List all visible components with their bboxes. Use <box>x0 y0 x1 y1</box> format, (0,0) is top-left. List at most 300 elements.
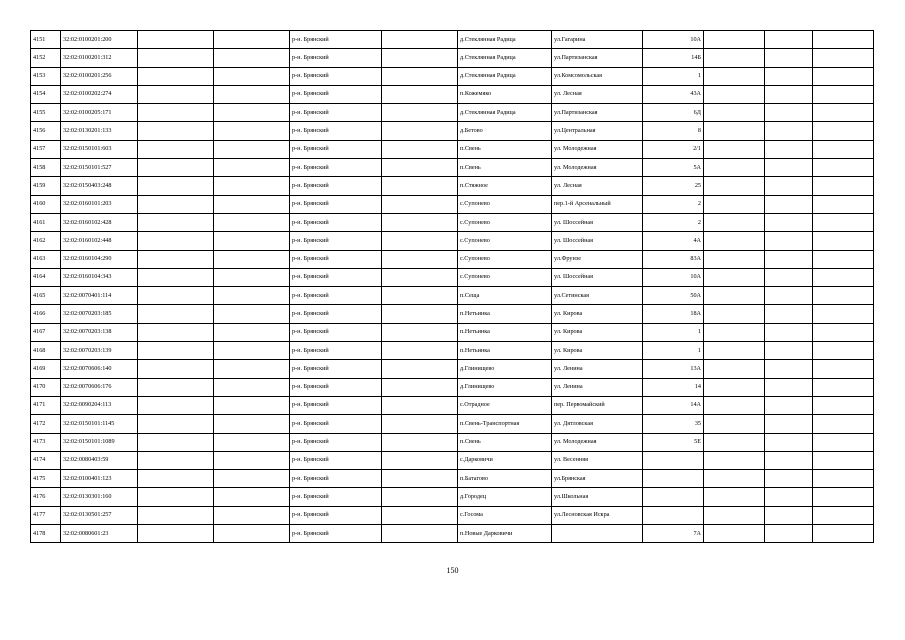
cell-district: р-н. Брянский <box>290 305 382 323</box>
cell-cadastral-number: 32:02:0160102:428 <box>61 213 138 231</box>
cell-cadastral-number: 32:02:0160104:290 <box>61 250 138 268</box>
cell-empty <box>214 323 290 341</box>
cell-settlement: с.Супонево <box>458 268 552 286</box>
cell-district: р-н. Брянский <box>290 506 382 524</box>
cell-empty <box>765 415 813 433</box>
cell-empty <box>214 195 290 213</box>
cell-empty <box>765 195 813 213</box>
cell-district: р-н. Брянский <box>290 232 382 250</box>
cell-number: 4178 <box>31 525 61 543</box>
cell-number: 4165 <box>31 287 61 305</box>
cell-house: 50А <box>643 287 704 305</box>
cell-empty <box>214 250 290 268</box>
cell-empty <box>765 213 813 231</box>
cell-cadastral-number: 32:02:0130301:160 <box>61 488 138 506</box>
cell-empty <box>138 506 214 524</box>
cell-empty <box>704 488 765 506</box>
cell-street: ул. Шоссейная <box>552 232 643 250</box>
table-row <box>31 360 874 378</box>
cell-empty <box>214 360 290 378</box>
cell-empty <box>138 305 214 323</box>
cell-empty <box>214 396 290 414</box>
cell-empty <box>138 177 214 195</box>
cell-empty <box>138 488 214 506</box>
cell-street: пер. Первомайский <box>552 396 643 414</box>
cell-number: 4151 <box>31 31 61 49</box>
cell-empty <box>138 85 214 103</box>
cell-house: 14Б <box>643 49 704 67</box>
cell-settlement: п.Свень <box>458 159 552 177</box>
cell-empty <box>813 342 874 360</box>
cell-district: р-н. Брянский <box>290 378 382 396</box>
cell-empty <box>138 342 214 360</box>
cell-number: 4164 <box>31 268 61 286</box>
cell-empty <box>765 67 813 85</box>
cell-district: р-н. Брянский <box>290 250 382 268</box>
cell-street: ул.Гагарина <box>552 31 643 49</box>
cell-empty <box>704 195 765 213</box>
cell-street: ул. Молодежная <box>552 159 643 177</box>
cell-empty <box>214 213 290 231</box>
cell-empty <box>382 85 458 103</box>
cell-house: 1 <box>643 342 704 360</box>
cell-empty <box>138 470 214 488</box>
cell-empty <box>813 85 874 103</box>
cell-empty <box>813 159 874 177</box>
cell-empty <box>138 250 214 268</box>
cell-empty <box>813 250 874 268</box>
cell-empty <box>704 342 765 360</box>
cell-empty <box>704 159 765 177</box>
cell-street: ул. Кирова <box>552 305 643 323</box>
cell-house: 25 <box>643 177 704 195</box>
table-row <box>31 415 874 433</box>
cell-empty <box>138 451 214 469</box>
cell-empty <box>704 451 765 469</box>
cell-cadastral-number: 32:02:0150101:1145 <box>61 415 138 433</box>
cell-district: р-н. Брянский <box>290 122 382 140</box>
cell-district: р-н. Брянский <box>290 67 382 85</box>
cell-house: 1 <box>643 323 704 341</box>
cell-settlement: п.Нетьинка <box>458 323 552 341</box>
cell-empty <box>765 305 813 323</box>
page-number: 150 <box>446 566 459 575</box>
cell-settlement: п.Свень <box>458 140 552 158</box>
cell-street: ул. Кирова <box>552 342 643 360</box>
cell-cadastral-number: 32:02:0100202:274 <box>61 85 138 103</box>
cell-empty <box>813 525 874 543</box>
cell-house: 14А <box>643 396 704 414</box>
cell-empty <box>138 323 214 341</box>
cell-number: 4156 <box>31 122 61 140</box>
cell-empty <box>382 488 458 506</box>
cell-empty <box>813 287 874 305</box>
cell-empty <box>765 122 813 140</box>
cell-empty <box>214 287 290 305</box>
cell-district: р-н. Брянский <box>290 525 382 543</box>
table-row <box>31 159 874 177</box>
cell-empty <box>382 67 458 85</box>
cell-empty <box>704 470 765 488</box>
cell-empty <box>813 195 874 213</box>
cell-empty <box>704 433 765 451</box>
cell-cadastral-number: 32:02:0100401:123 <box>61 470 138 488</box>
cell-empty <box>765 360 813 378</box>
cell-empty <box>813 177 874 195</box>
cell-empty <box>214 433 290 451</box>
cell-house: 8 <box>643 122 704 140</box>
cell-cadastral-number: 32:02:0130201:133 <box>61 122 138 140</box>
cell-number: 4152 <box>31 49 61 67</box>
cell-district: р-н. Брянский <box>290 433 382 451</box>
cell-empty <box>382 396 458 414</box>
cell-street: ул.Лесновская Искра <box>552 506 643 524</box>
cell-settlement: д.Стеклянная Радица <box>458 104 552 122</box>
cell-house: 10А <box>643 268 704 286</box>
cell-number: 4169 <box>31 360 61 378</box>
cell-empty <box>382 415 458 433</box>
cell-district: р-н. Брянский <box>290 85 382 103</box>
cell-empty <box>704 49 765 67</box>
cell-cadastral-number: 32:02:0070203:185 <box>61 305 138 323</box>
cell-cadastral-number: 32:02:0150403:248 <box>61 177 138 195</box>
cell-number: 4167 <box>31 323 61 341</box>
table-row <box>31 470 874 488</box>
cell-empty <box>138 415 214 433</box>
cell-house: 2 <box>643 195 704 213</box>
cell-settlement: д.Глинищево <box>458 378 552 396</box>
table-row <box>31 506 874 524</box>
cell-district: р-н. Брянский <box>290 470 382 488</box>
cell-empty <box>765 433 813 451</box>
cell-empty <box>765 85 813 103</box>
cell-district: р-н. Брянский <box>290 415 382 433</box>
cell-empty <box>813 268 874 286</box>
cell-house: 10А <box>643 31 704 49</box>
cell-number: 4170 <box>31 378 61 396</box>
cell-number: 4173 <box>31 433 61 451</box>
cell-district: р-н. Брянский <box>290 159 382 177</box>
cell-house: 13А <box>643 360 704 378</box>
cell-cadastral-number: 32:02:0070606:176 <box>61 378 138 396</box>
cell-empty <box>765 342 813 360</box>
cell-empty <box>382 250 458 268</box>
cell-empty <box>214 415 290 433</box>
cell-empty <box>813 122 874 140</box>
cell-settlement: п.Нетьинка <box>458 305 552 323</box>
cell-empty <box>214 122 290 140</box>
cell-empty <box>214 104 290 122</box>
cell-empty <box>382 122 458 140</box>
cell-cadastral-number: 32:02:0160101:203 <box>61 195 138 213</box>
cell-district: р-н. Брянский <box>290 323 382 341</box>
cell-empty <box>813 488 874 506</box>
cell-cadastral-number: 32:02:0150101:1089 <box>61 433 138 451</box>
cell-number: 4172 <box>31 415 61 433</box>
cell-settlement: с.Госома <box>458 506 552 524</box>
cell-district: р-н. Брянский <box>290 488 382 506</box>
cell-cadastral-number: 32:02:0150101:603 <box>61 140 138 158</box>
cell-settlement: с.Супонево <box>458 213 552 231</box>
cell-district: р-н. Брянский <box>290 268 382 286</box>
cell-empty <box>813 378 874 396</box>
cell-number: 4153 <box>31 67 61 85</box>
cell-cadastral-number: 32:02:0070401:114 <box>61 287 138 305</box>
cell-empty <box>214 232 290 250</box>
cell-empty <box>765 232 813 250</box>
cell-empty <box>214 451 290 469</box>
cell-empty <box>382 470 458 488</box>
cell-cadastral-number: 32:02:0100201:312 <box>61 49 138 67</box>
cell-street: ул.Комсомольская <box>552 67 643 85</box>
cell-empty <box>765 451 813 469</box>
cell-cadastral-number: 32:02:0130501:257 <box>61 506 138 524</box>
cell-street: ул. Молодежная <box>552 433 643 451</box>
cell-empty <box>382 159 458 177</box>
cell-number: 4174 <box>31 451 61 469</box>
cell-district: р-н. Брянский <box>290 31 382 49</box>
cell-empty <box>214 342 290 360</box>
cell-empty <box>382 140 458 158</box>
cell-street: ул.Школьная <box>552 488 643 506</box>
cell-empty <box>765 396 813 414</box>
table-row <box>31 378 874 396</box>
cell-empty <box>813 360 874 378</box>
cell-street: ул. Кирова <box>552 323 643 341</box>
cell-empty <box>138 287 214 305</box>
cell-number: 4177 <box>31 506 61 524</box>
cell-empty <box>813 140 874 158</box>
cell-empty <box>382 378 458 396</box>
cell-district: р-н. Брянский <box>290 49 382 67</box>
cell-settlement: с.Супонево <box>458 195 552 213</box>
cell-empty <box>214 31 290 49</box>
table-row <box>31 525 874 543</box>
cell-cadastral-number: 32:02:0090204:113 <box>61 396 138 414</box>
cell-empty <box>382 342 458 360</box>
cell-empty <box>813 415 874 433</box>
table-row <box>31 268 874 286</box>
cell-number: 4161 <box>31 213 61 231</box>
cell-empty <box>813 396 874 414</box>
cell-empty <box>382 305 458 323</box>
cell-empty <box>813 67 874 85</box>
cell-street: ул. Ленина <box>552 378 643 396</box>
cell-settlement: с.Отрадное <box>458 396 552 414</box>
cell-empty <box>138 67 214 85</box>
cell-empty <box>704 104 765 122</box>
cell-district: р-н. Брянский <box>290 396 382 414</box>
cell-empty <box>138 140 214 158</box>
cell-district: р-н. Брянский <box>290 140 382 158</box>
cell-empty <box>704 323 765 341</box>
cell-number: 4154 <box>31 85 61 103</box>
cell-house <box>643 506 704 524</box>
cell-house: 5А <box>643 159 704 177</box>
cell-street: ул.Центральная <box>552 122 643 140</box>
cell-street: ул. Ленина <box>552 360 643 378</box>
cell-empty <box>765 140 813 158</box>
cell-empty <box>382 232 458 250</box>
cell-settlement: п.Кожемяко <box>458 85 552 103</box>
cell-empty <box>813 31 874 49</box>
cell-cadastral-number: 32:02:0160104:343 <box>61 268 138 286</box>
cell-settlement: д.Городец <box>458 488 552 506</box>
cell-street: ул.Сетинская <box>552 287 643 305</box>
cell-settlement: п.Батагово <box>458 470 552 488</box>
table-row <box>31 195 874 213</box>
cell-empty <box>138 232 214 250</box>
cell-empty <box>382 323 458 341</box>
cell-number: 4168 <box>31 342 61 360</box>
cell-district: р-н. Брянский <box>290 360 382 378</box>
cell-district: р-н. Брянский <box>290 177 382 195</box>
cell-empty <box>765 470 813 488</box>
table-row <box>31 177 874 195</box>
cell-empty <box>765 104 813 122</box>
cell-empty <box>138 159 214 177</box>
cell-empty <box>765 378 813 396</box>
cell-empty <box>382 287 458 305</box>
table-row <box>31 122 874 140</box>
cell-empty <box>382 195 458 213</box>
cell-empty <box>214 159 290 177</box>
cell-settlement: п.Новые Дарковичи <box>458 525 552 543</box>
cell-empty <box>214 506 290 524</box>
cell-settlement: с.Супонево <box>458 232 552 250</box>
table-row <box>31 250 874 268</box>
cell-house: 5Е <box>643 433 704 451</box>
cell-settlement: д.Стеклянная Радица <box>458 31 552 49</box>
cell-street: ул.Фрунзе <box>552 250 643 268</box>
cell-number: 4163 <box>31 250 61 268</box>
cell-empty <box>813 433 874 451</box>
cell-empty <box>704 415 765 433</box>
cell-settlement: с.Супонево <box>458 250 552 268</box>
cell-empty <box>765 287 813 305</box>
cell-house <box>643 470 704 488</box>
cell-street: ул. Шоссейная <box>552 268 643 286</box>
cell-empty <box>765 31 813 49</box>
cell-empty <box>704 122 765 140</box>
cell-empty <box>813 305 874 323</box>
registry-body <box>31 31 874 543</box>
cell-empty <box>704 177 765 195</box>
cell-empty <box>382 525 458 543</box>
cell-cadastral-number: 32:02:0080403:59 <box>61 451 138 469</box>
cell-empty <box>765 268 813 286</box>
cell-house: 18А <box>643 305 704 323</box>
cell-house: 6Д <box>643 104 704 122</box>
cell-empty <box>813 49 874 67</box>
cell-empty <box>382 268 458 286</box>
cell-empty <box>138 396 214 414</box>
cell-empty <box>382 31 458 49</box>
cell-settlement: д.Бетово <box>458 122 552 140</box>
registry-table <box>30 30 874 543</box>
cell-empty <box>214 488 290 506</box>
cell-empty <box>214 140 290 158</box>
cell-empty <box>765 177 813 195</box>
cell-district: р-н. Брянский <box>290 195 382 213</box>
table-row <box>31 213 874 231</box>
cell-empty <box>704 506 765 524</box>
cell-empty <box>214 378 290 396</box>
cell-empty <box>382 213 458 231</box>
cell-empty <box>765 250 813 268</box>
cell-street: пер.1-й Арсенальный <box>552 195 643 213</box>
cell-empty <box>214 49 290 67</box>
cell-house: 35 <box>643 415 704 433</box>
cell-empty <box>704 250 765 268</box>
cell-empty <box>704 360 765 378</box>
cell-settlement: д.Глинищево <box>458 360 552 378</box>
cell-empty <box>214 470 290 488</box>
cell-settlement: п.Нетьинка <box>458 342 552 360</box>
cell-cadastral-number: 32:02:0070606:140 <box>61 360 138 378</box>
cell-empty <box>813 451 874 469</box>
cell-cadastral-number: 32:02:0160102:448 <box>61 232 138 250</box>
table-row <box>31 433 874 451</box>
cell-empty <box>765 49 813 67</box>
cell-empty <box>138 360 214 378</box>
table-row <box>31 232 874 250</box>
table-row <box>31 67 874 85</box>
table-row <box>31 31 874 49</box>
cell-street: ул. Лесная <box>552 85 643 103</box>
cell-empty <box>704 268 765 286</box>
cell-empty <box>765 323 813 341</box>
table-row <box>31 323 874 341</box>
cell-empty <box>813 323 874 341</box>
table-row <box>31 488 874 506</box>
cell-empty <box>813 470 874 488</box>
cell-empty <box>138 268 214 286</box>
cell-empty <box>138 49 214 67</box>
cell-street <box>552 525 643 543</box>
cell-empty <box>382 104 458 122</box>
cell-empty <box>813 232 874 250</box>
cell-number: 4155 <box>31 104 61 122</box>
cell-empty <box>382 451 458 469</box>
table-row <box>31 396 874 414</box>
cell-house: 83А <box>643 250 704 268</box>
cell-empty <box>813 213 874 231</box>
cell-house: 7А <box>643 525 704 543</box>
cell-empty <box>382 49 458 67</box>
cell-district: р-н. Брянский <box>290 104 382 122</box>
cell-empty <box>214 305 290 323</box>
cell-cadastral-number: 32:02:0100201:200 <box>61 31 138 49</box>
cell-empty <box>214 177 290 195</box>
cell-empty <box>765 525 813 543</box>
cell-empty <box>214 268 290 286</box>
cell-empty <box>138 378 214 396</box>
cell-street: ул. Весенняя <box>552 451 643 469</box>
cell-street: ул. Молодежная <box>552 140 643 158</box>
cell-empty <box>765 506 813 524</box>
cell-street: ул.Партизанская <box>552 104 643 122</box>
table-row <box>31 85 874 103</box>
cell-cadastral-number: 32:02:0070203:138 <box>61 323 138 341</box>
cell-cadastral-number: 32:02:0080601:23 <box>61 525 138 543</box>
cell-cadastral-number: 32:02:0100205:171 <box>61 104 138 122</box>
cell-street: ул. Дятловская <box>552 415 643 433</box>
cell-district: р-н. Брянский <box>290 342 382 360</box>
cell-number: 4157 <box>31 140 61 158</box>
cell-empty <box>214 85 290 103</box>
cell-empty <box>138 433 214 451</box>
